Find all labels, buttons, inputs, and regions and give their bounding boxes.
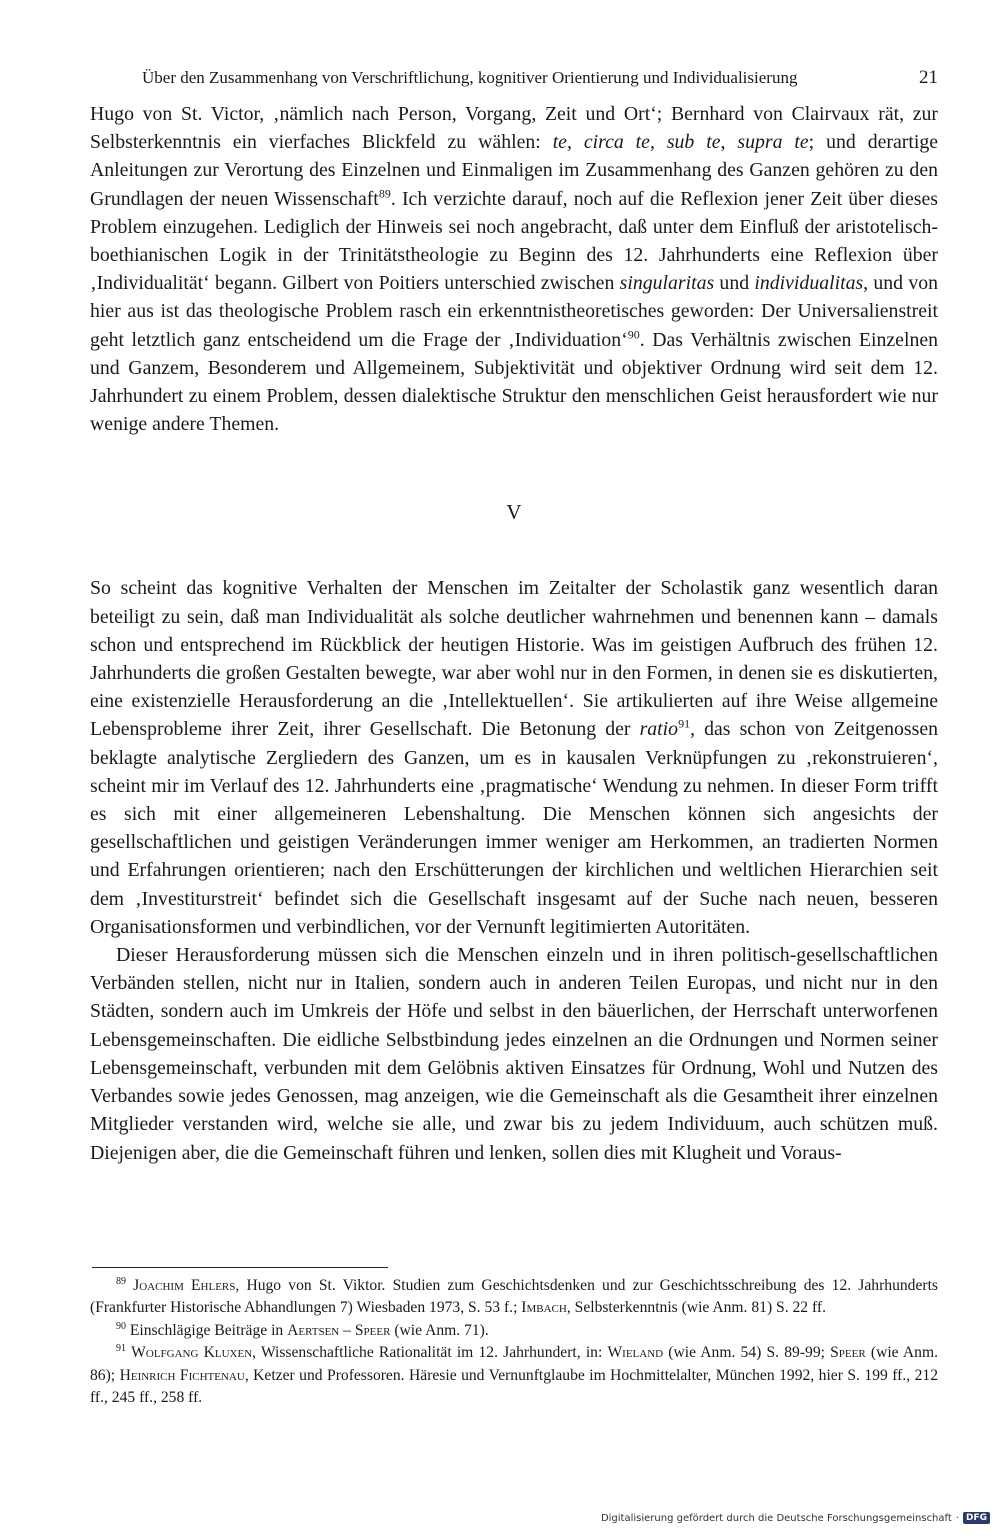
text-run: . Ich verzichte darauf, noch auf die Reflexion jener Zeit über dieses Problem einzugehen. Lediglich der Hinweis sei noch angebracht, daß unter dem Einfluß der aristotelisch-boethianischen Logik in der Trinitätstheologie zu Beginn des 12. Jahrhunderts eine Reflexion über ‚Individualität‘ begann. Gilbert von Poitiers unterschied zwischen <box>90 187 938 295</box>
text-run: (wie Anm. 86); <box>90 1344 938 1384</box>
author-name: Joachim Ehlers <box>133 1277 236 1294</box>
author-name: Speer <box>830 1344 866 1362</box>
page-number: 21 <box>919 67 938 88</box>
paragraph-2 <box>90 574 938 941</box>
paragraph-1 <box>90 100 938 438</box>
dfg-logo: DFG <box>963 1512 990 1524</box>
footnote-90 <box>90 1320 938 1342</box>
text-run: , und von hier aus ist das theologische Problem rasch ein erkenntnistheoretisches geworden: Der Universalienstreit geht letztlich ganz entscheidend um die Frage der ‚Individuation‘ <box>90 272 938 351</box>
text-run: . Das Verhältnis zwischen Einzelnen und Ganzem, Besonderem und Allgemeinem, Subjektivität und objektiver Ordnung wird seit dem 12. Jahrhundert zu einem Problem, dessen dialektische Struktur den menschlichen Geist herausfordert wie nur wenige andere Themen. <box>90 328 938 436</box>
footnote-91 <box>90 1342 938 1409</box>
footnote-number: 90 <box>116 1320 126 1332</box>
latin-term: ratio <box>639 718 679 741</box>
text-run: , Selbsterkenntnis (wie Anm. 81) S. 22 ff. <box>566 1299 826 1317</box>
paragraph-3: Dieser Herausforderung müssen sich die Menschen einzeln und in ihren politisch-gesellschaftlichen Verbänden stellen, nicht nur in Italien, sondern auch in anderen Teilen Europas, und nicht nur in den Städten, sondern auch im Umkreis der Höfe und selbst in den bäuerlichen, der Herrschaft unterworfenen Lebensgemeinschaften. Die eidliche Selbstbindung jedes einzelnen an die Ordnungen und Normen seiner Lebensgemeinschaft, verbunden mit dem Gelöbnis aktiven Einsatzes für Ordnung, Wohl und Nutzen des Verbandes sowie jedes Genossen, mag anzeigen, wie die Gemeinschaft als die Gesamtheit ihrer einzelnen Mitglieder verstanden wird, welche sie alle, und zwar bis zu jedem Individuum, auch schützen muß. Diejenigen aber, die die Gemeinschaft führen und lenken, sollen dies mit Klugheit und Voraus- <box>90 944 938 1164</box>
text-run: (wie Anm. 71). <box>390 1321 489 1339</box>
latin-phrase: te, circa te, sub te, supra te <box>552 131 809 154</box>
latin-term: singularitas <box>619 272 715 295</box>
text-run: ; und derartige Anleitungen zur Verortung des Einzelnen und Einmaligen im Zusammenhang des Ganzen gehören zu den Grundlagen der neuen Wissenschaft <box>90 131 938 210</box>
text-run: , Hugo von St. Viktor. Studien zum Geschichtsdenken und zur Geschichtsschreibung des 12. Jahrhunderts (Frankfurter Historische Abhandlungen 7) Wiesbaden 1973, S. 53 f.; <box>90 1277 938 1317</box>
footnotes <box>90 1275 938 1409</box>
running-title: Über den Zusammenhang von Verschriftlichung, kognitiver Orientierung und Individualisierung <box>142 68 798 87</box>
author-name: Wieland <box>607 1344 664 1362</box>
running-header <box>90 64 938 92</box>
text-run: , Wissenschaftliche Rationalität im 12. Jahrhundert, in: <box>252 1344 608 1362</box>
section-heading: V <box>506 500 522 525</box>
author-name: Imbach <box>521 1299 567 1317</box>
author-name: Aertsen – Speer <box>287 1321 391 1339</box>
text-run: (wie Anm. 54) S. 89-99; <box>663 1344 831 1362</box>
author-name: Wolfgang Kluxen <box>131 1344 253 1362</box>
footnote-ref-90[interactable]: 90 <box>627 327 640 342</box>
text-run: So scheint das kognitive Verhalten der Menschen im Zeitalter der Scholastik ganz wesentlich daran beteiligt zu sein, daß man Individualität als solche deutlicher wahrnehmen und benennen kann – damals schon und entsprechend im Rückblick der heutigen Historie. Was im geistigen Aufbruch des frühen 12. Jahrhunderts die großen Gestalten bewegte, war aber wohl nur in den Formen, in denen sie es diskutierten, eine existenzielle Herausforderung an die ‚Intellektuellen‘. Sie artikulierten auf ihre Weise allgemeine Lebensprobleme ihrer Zeit, ihrer Gesellschaft. Die Betonung der <box>90 577 938 741</box>
footnote-number: 89 <box>116 1275 126 1287</box>
text-run: Hugo von St. Victor, ‚nämlich nach Person, Vorgang, Zeit und Ort‘; Bernhard von Clairvaux rät, zur Selbsterkenntnis ein vierfaches Blickfeld zu wählen: <box>90 103 938 154</box>
text-run: , das schon von Zeitgenossen beklagte analytische Zergliedern des Ganzen, um es in kausalen Verknüpfungen zu ‚rekonstruieren‘, scheint mir im Verlauf des 12. Jahrhunderts eine ‚pragmatische‘ Wendung zu nehmen. In dieser Form trifft es sich mit einer allgemeineren Lebenshaltung. Die Menschen können sich angesichts der gesellschaftlichen und geistigen Veränderungen immer weniger am Herkommen, an tradierten Normen und Erfahrungen orientieren; nach den Erschütterungen der kirchlichen und weltlichen Hierarchien seit dem ‚Investiturstreit‘ befindet sich die Gesellschaft insgesamt auf der Suche nach neuen, besseren Organisationsformen und verbindlichen, vor der Vernunft legitimierten Autoritäten. <box>90 718 938 938</box>
main-text <box>90 100 938 1167</box>
author-name: Heinrich Fichtenau <box>119 1366 245 1384</box>
text-run: Einschlägige Beiträge in <box>129 1321 288 1339</box>
footnote-number: 91 <box>116 1343 126 1355</box>
text-run: , Ketzer und Professoren. Häresie und Vernunftglaube im Hochmittelalter, München 1992, hier S. 199 ff., 212 ff., 245 ff., 258 ff. <box>90 1366 938 1407</box>
footnote-ref-89[interactable]: 89 <box>378 186 391 201</box>
digitization-credit: Digitalisierung gefördert durch die Deutsche Forschungsgemeinschaft · DFG <box>601 1512 990 1524</box>
footnote-divider <box>92 1267 388 1268</box>
footnote-89 <box>90 1275 938 1320</box>
footnote-ref-91[interactable]: 91 <box>678 716 691 731</box>
credit-text: Digitalisierung gefördert durch die Deutsche Forschungsgemeinschaft <box>600 1512 952 1524</box>
latin-term: individualitas <box>754 272 864 295</box>
text-run: und <box>714 272 755 295</box>
